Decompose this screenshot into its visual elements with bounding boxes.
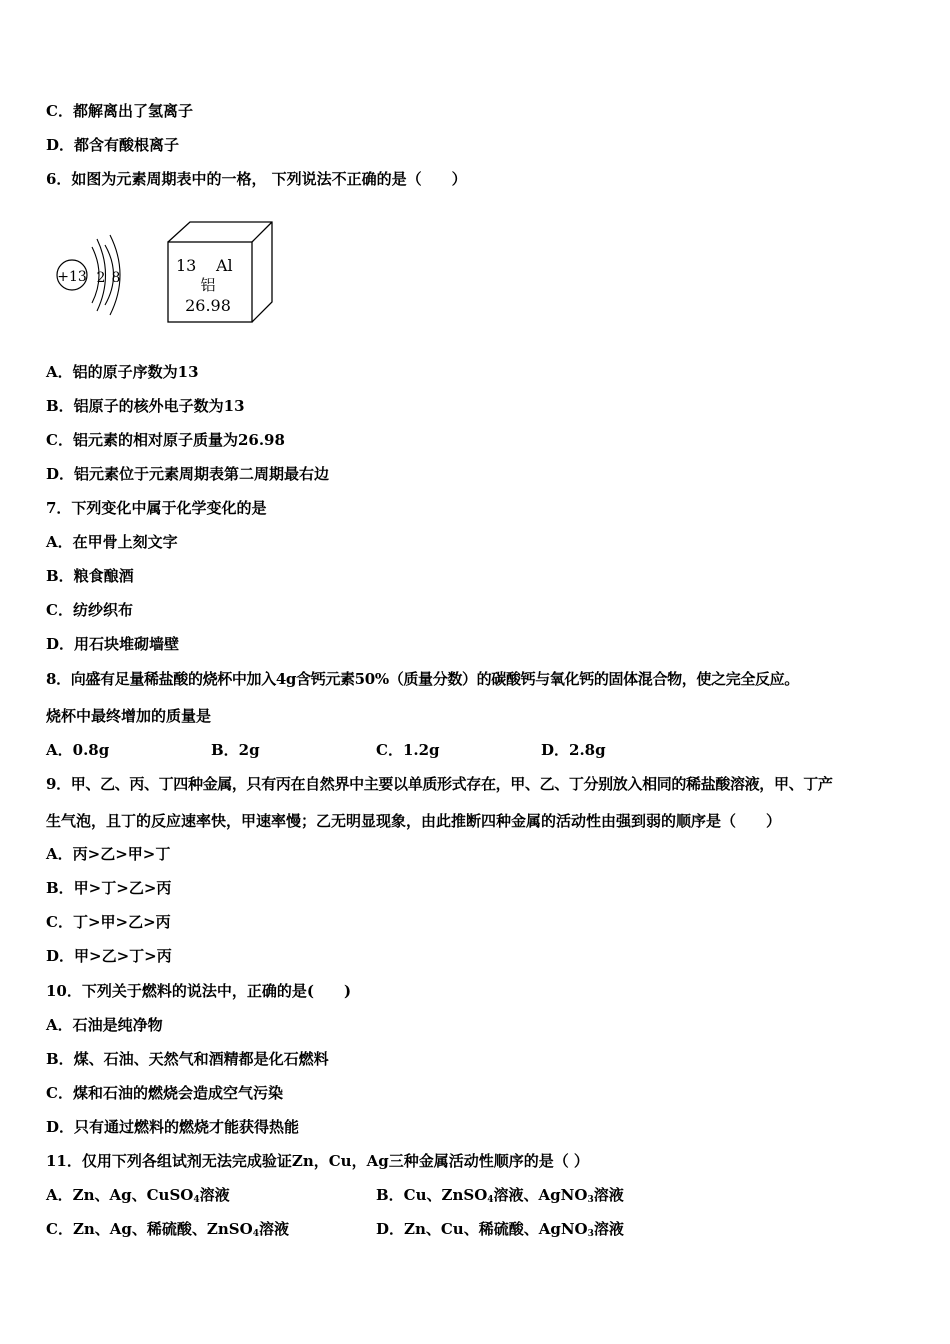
q5-option-d: D．都含有酸根离子 <box>46 136 180 154</box>
q7-option-c: C．纺纱织布 <box>46 601 133 619</box>
element-symbol: Al <box>216 256 233 275</box>
element-name: 铝 <box>200 276 216 294</box>
aluminum-figure <box>50 215 290 334</box>
q10-option-a: A．石油是纯净物 <box>46 1016 163 1034</box>
q8-stem-line2: 烧杯中最终增加的质量是 <box>46 707 212 725</box>
q9-option-b: B．甲>丁>乙>丙 <box>46 879 172 897</box>
q11-option-c: C．Zn、Ag、稀硫酸、ZnSO$_4$溶液 <box>46 1220 289 1239</box>
q9-stem-line2: 生气泡，且丁的反应速率快，甲速率慢；乙无明显现象，由此推断四种金属的活动性由强到弱的顺序是（ ） <box>46 812 782 830</box>
q10-option-b: B．煤、石油、天然气和酒精都是化石燃料 <box>46 1050 329 1068</box>
q7-stem: 7．下列变化中属于化学变化的是 <box>46 499 267 517</box>
q8-option-c: C．1.2g <box>376 741 440 759</box>
shell-2-electrons: 8 <box>111 270 121 286</box>
q11-option-b: B．Cu、ZnSO$_4$溶液、AgNO$_3$溶液 <box>376 1186 624 1205</box>
q5-option-c: C．都解离出了氢离子 <box>46 102 193 120</box>
q11-stem: 11．仅用下列各组试剂无法完成验证Zn，Cu，Ag三种金属活动性顺序的是（ ） <box>46 1152 589 1170</box>
q8-option-a: A．0.8g <box>46 741 110 759</box>
atomic-mass: 26.98 <box>185 296 231 315</box>
q9-option-c: C．丁>甲>乙>丙 <box>46 913 171 931</box>
shell-1-electrons: 2 <box>96 270 106 286</box>
q7-option-a: A．在甲骨上刻文字 <box>46 533 178 551</box>
atom-structure-diagram <box>57 235 120 315</box>
q6-option-b: B．铝原子的核外电子数为13 <box>46 397 245 415</box>
q10-option-d: D．只有通过燃料的燃烧才能获得热能 <box>46 1118 300 1136</box>
q10-stem: 10．下列关于燃料的说法中，正确的是( ) <box>46 982 352 1000</box>
nucleus-charge: +13 <box>57 269 87 285</box>
q11-option-a: A．Zn、Ag、CuSO$_4$溶液 <box>46 1186 230 1205</box>
q7-option-b: B．粮食酿酒 <box>46 567 134 585</box>
q6-option-c: C．铝元素的相对原子质量为26.98 <box>46 431 285 449</box>
q8-option-d: D．2.8g <box>541 741 606 759</box>
q9-option-d: D．甲>乙>丁>丙 <box>46 947 172 965</box>
q6-option-d: D．铝元素位于元素周期表第二周期最右边 <box>46 465 330 483</box>
q7-option-d: D．用石块堆砌墙壁 <box>46 635 180 653</box>
q8-stem-line1: 8．向盛有足量稀盐酸的烧杯中加入4g含钙元素50%（质量分数）的碳酸钙与氧化钙的固体混合物，使之完全反应。 <box>46 670 799 688</box>
q8-option-b: B．2g <box>211 741 260 759</box>
q11-option-d: D．Zn、Cu、稀硫酸、AgNO$_3$溶液 <box>376 1220 624 1239</box>
q9-stem-line1: 9．甲、乙、丙、丁四种金属，只有丙在自然界中主要以单质形式存在，甲、乙、丁分别放入相同的稀盐酸溶液，甲、丁产 <box>46 775 833 793</box>
periodic-table-cell <box>168 222 272 322</box>
q9-option-a: A．丙>乙>甲>丁 <box>46 845 171 863</box>
q10-option-c: C．煤和石油的燃烧会造成空气污染 <box>46 1084 283 1102</box>
atomic-number: 13 <box>176 256 197 275</box>
q6-option-a: A．铝的原子序数为13 <box>46 363 199 381</box>
q6-stem: 6．如图为元素周期表中的一格， 下列说法不正确的是（ ） <box>46 170 467 188</box>
